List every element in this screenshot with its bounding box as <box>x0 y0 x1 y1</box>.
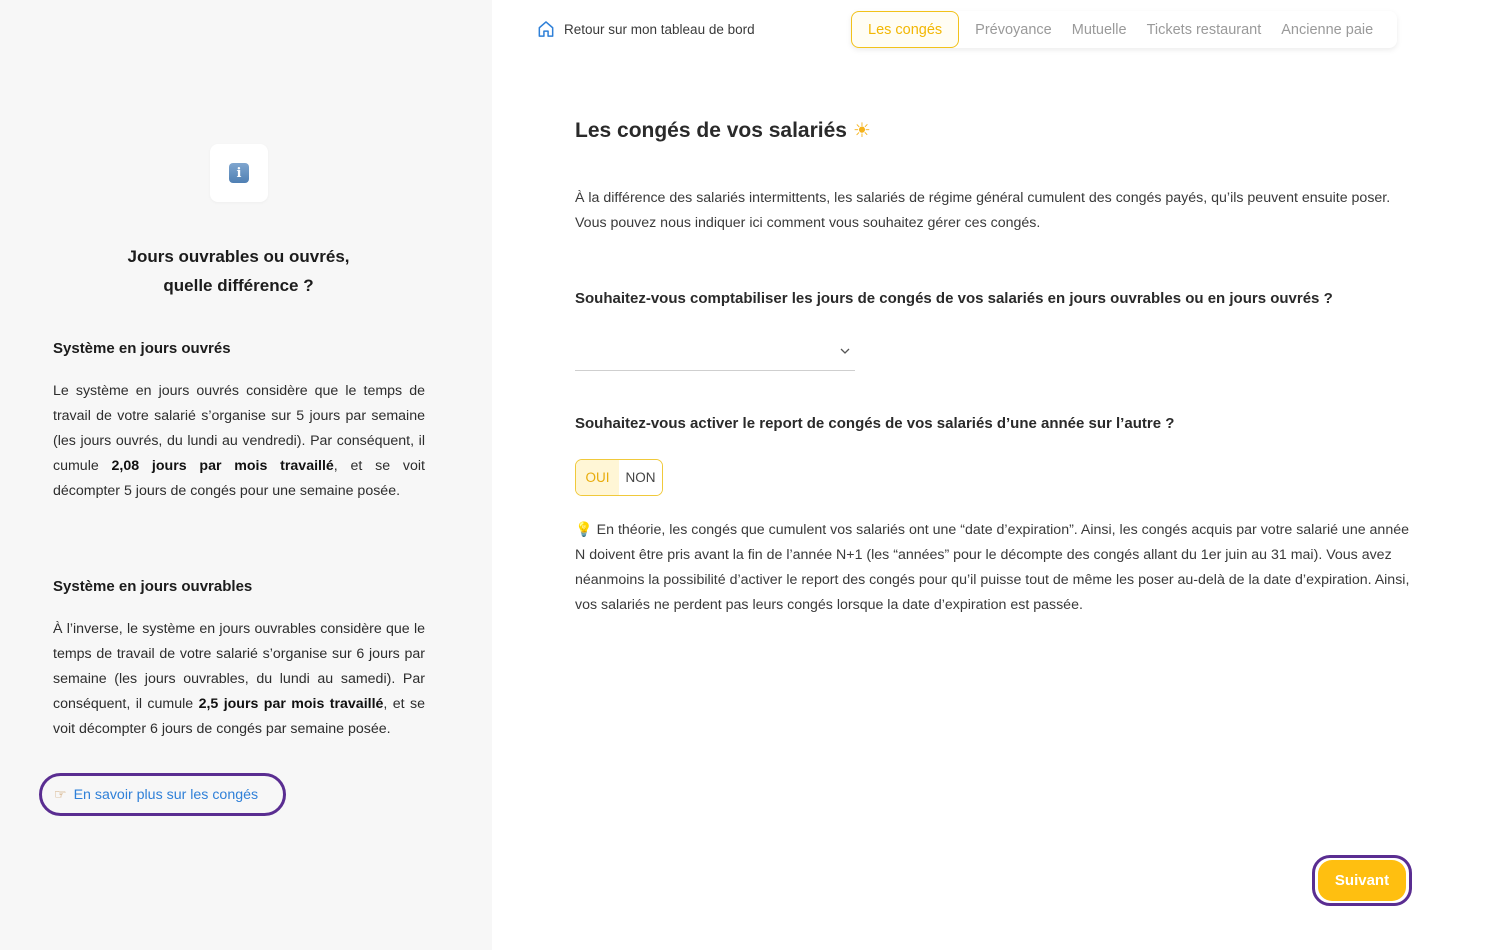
info-icon: i <box>229 163 249 183</box>
section-ouvres-title: Système en jours ouvrés <box>53 340 231 357</box>
carry-over-toggle[interactable] <box>575 459 663 496</box>
question-carry-over: Souhaitez-vous activer le report de congés de vos salariés d’une année sur l’autre ? <box>575 415 1175 432</box>
pointing-hand-icon: ☞ <box>54 786 67 802</box>
sidebar-title <box>60 242 417 300</box>
day-system-select[interactable] <box>575 339 855 371</box>
sun-icon: ☀ <box>852 120 871 142</box>
back-label[interactable]: Retour sur mon tableau de bord <box>564 21 755 37</box>
section-ouvres-text-a: Le système en jours ouvrés considère que le temps de travail de votre salarié s’organise sur 5 jours par semaine (les jours ouvrés, du lundi au vendredi). Par conséquent, il cumule <box>53 383 425 474</box>
home-icon <box>536 19 556 39</box>
info-card <box>210 144 268 202</box>
tab-mutuelle[interactable]: Mutuelle <box>1071 21 1127 38</box>
lightbulb-icon: 💡 <box>575 522 593 538</box>
section-ouvres-text-b: , et se voit décompter 5 jours de congés pour une semaine posée. <box>53 458 425 499</box>
more-link-label[interactable]: En savoir plus sur les congés <box>73 786 259 803</box>
expiration-note-text: En théorie, les congés que cumulent vos salariés ont une “date d’expiration”. Ainsi, les congés acquis par votre salarié une année N doivent être pris avant la fin de l’année N+1 (les “années” pour le décompte des congés allant du 1er juin au 31 mai). Vous avez néanmoins la possibilité d’activer le report des congés pour qu’il puisse tout de même les poser au-delà de la date d’expiration. Ainsi, vos salariés ne perdent pas leurs congés lorsque la date d’expiration est passée. <box>575 522 1410 613</box>
info-sidebar <box>0 0 492 950</box>
section-ouvres-bold: 2,08 jours par mois travaillé <box>111 458 334 474</box>
section-ouvrables-text-b: , et se voit décompter 6 jours de congés par semaine posée. <box>53 696 425 737</box>
section-ouvrables-text <box>53 617 425 742</box>
next-button[interactable]: Suivant <box>1318 860 1406 901</box>
next-button-focus-ring <box>1312 855 1412 906</box>
intro-text: À la différence des salariés intermittents, les salariés de régime général cumulent des congés payés, qu’ils peuvent ensuite poser. Vous pouvez nous indiquer ici comment vous souhaitez gérer ces congés. <box>575 190 1391 231</box>
sidebar-title-line1: Jours ouvrables ou ouvrés, <box>127 247 350 266</box>
more-about-conges-link[interactable] <box>39 773 286 816</box>
back-to-dashboard-link[interactable] <box>536 19 755 39</box>
tab-prevoyance[interactable]: Prévoyance <box>975 21 1052 38</box>
section-ouvrables-title: Système en jours ouvrables <box>53 578 253 595</box>
section-ouvres-text <box>53 379 425 504</box>
tab-ancienne-paie[interactable]: Ancienne paie <box>1281 21 1374 38</box>
question-day-system: Souhaitez-vous comptabiliser les jours de congés de vos salariés en jours ouvrables ou en jours ouvrés ? <box>575 290 1333 307</box>
tab-conges[interactable]: Les congés <box>851 11 959 48</box>
page-title <box>575 118 871 143</box>
expiration-note <box>575 518 1413 618</box>
section-ouvrables-text-a: À l’inverse, le système en jours ouvrables considère que le temps de travail de votre salarié s’organise sur 6 jours par semaine (les jours ouvrables, du lundi au samedi). Par conséquent, il cumule <box>53 621 425 712</box>
tab-tickets-restaurant[interactable]: Tickets restaurant <box>1146 21 1262 38</box>
benefits-tabs <box>851 11 1397 48</box>
section-ouvrables-bold: 2,5 jours par mois travaillé <box>198 696 384 712</box>
sidebar-title-line2: quelle différence ? <box>163 276 314 295</box>
toggle-non[interactable]: NON <box>619 460 662 495</box>
toggle-oui[interactable]: OUI <box>576 460 619 495</box>
chevron-down-icon[interactable] <box>839 345 851 357</box>
page-title-text: Les congés de vos salariés <box>575 118 847 142</box>
